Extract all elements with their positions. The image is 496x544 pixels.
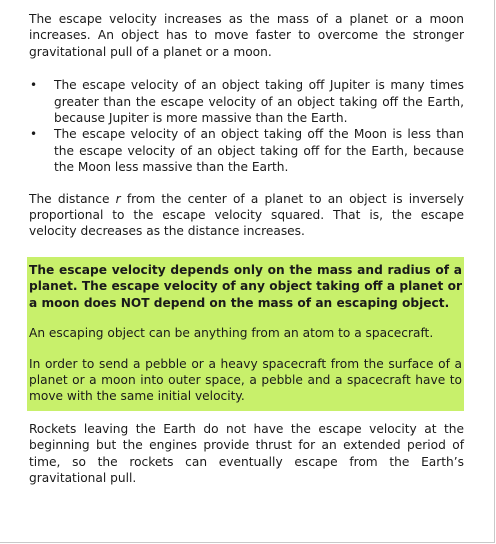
highlighted-section bbox=[27, 257, 464, 411]
pebble-paragraph: In order to send a pebble or a heavy spacecraft from the surface of a planet or a moon into outer space, a pebble and a spacecraft have to move with the same initial velocity. bbox=[29, 356, 462, 404]
distance-text-end: from the center of a planet to an object is inversely proportional to the escape velocity squared. That is, the escape velocity decreases as the distance increases. bbox=[29, 191, 464, 239]
bullet-text: The escape velocity of an object taking off the Moon is less than the escape velocity of an object taking off for the Earth, because the Moon less massive than the Earth. bbox=[54, 127, 464, 175]
key-point-paragraph: The escape velocity depends only on the mass and radius of a planet. The escape velocity of any object taking off a planet or a moon does NOT depend on the mass of an escaping object. bbox=[29, 262, 462, 310]
bullet-icon: • bbox=[30, 78, 38, 93]
bullet-list bbox=[29, 77, 464, 175]
list-item-moon bbox=[29, 126, 464, 175]
bullet-text: The escape velocity of an object taking off Jupiter is many times greater than the escape velocity of an object taking off the Earth, because Jupiter is more massive than the Earth. bbox=[54, 78, 464, 126]
closing-paragraph: Rockets leaving the Earth do not have the escape velocity at the beginning but the engines provide thrust for an extended period of time, so the rockets can eventually escape from the Earth’s gravitational pull. bbox=[29, 421, 464, 485]
distance-text-start: The distance bbox=[29, 191, 116, 206]
distance-paragraph bbox=[29, 191, 464, 240]
intro-paragraph: The escape velocity increases as the mass of a planet or a moon increases. An object has to move faster to overcome the stronger gravitational pull of a planet or a moon. bbox=[29, 12, 464, 59]
bullet-icon: • bbox=[30, 127, 38, 142]
document-body bbox=[29, 11, 464, 486]
list-item-jupiter bbox=[29, 77, 464, 126]
example-paragraph: An escaping object can be anything from an atom to a spacecraft. bbox=[29, 326, 434, 341]
distance-variable: r bbox=[115, 191, 121, 206]
